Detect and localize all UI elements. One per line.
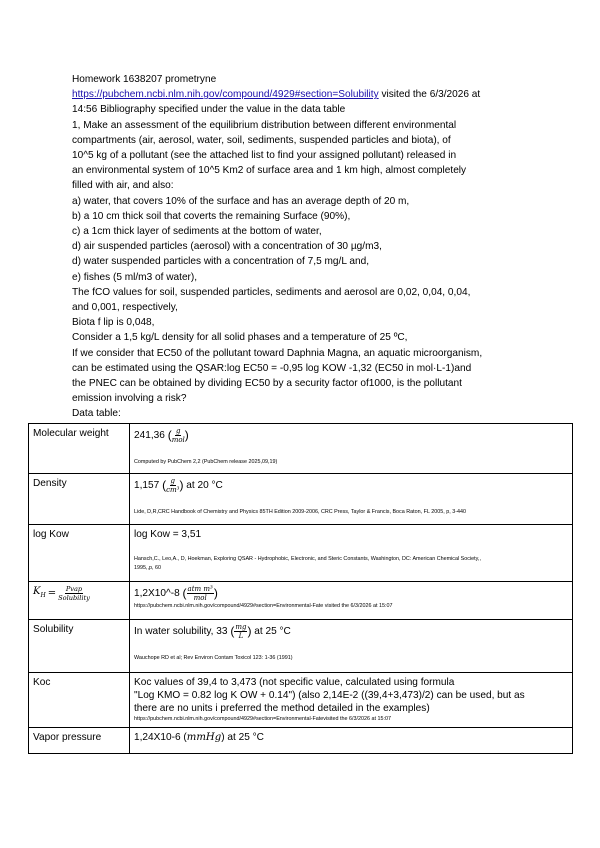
value-molecular-weight: 241,36 ( $\frac{g}{\text{mol}}$ ) Computed by PubChem 2,2 (PubChem release 2025,09,19) [130, 424, 573, 474]
value-koc [130, 673, 573, 728]
visited-note: visited the 6/3/2026 at [378, 89, 481, 101]
value-density: 1,157 ( $\frac{g}{\text{cm³}}$ ) at 20 °C Lide, D,R,CRC Handbook of Chemistry and Physics 85TH Edition 2009-2006, CRC Press, Taylor & Francis, Boca Raton, FL 2005, p, 3-440 [130, 474, 573, 525]
henry-reference: https://pubchem.ncbi.nlm.nih.gov/compound/4929#section=Environmental-Fate visited the 6/3/2026 at 15:07 [134, 603, 393, 609]
source-line [72, 87, 542, 102]
solubility-unit: $\frac{mg}{L}$ [235, 623, 247, 640]
log-kow-reference: Hansch,C., Leo,A., D, Hoekman, Exploring QSAR - Hydrophobic, Electronic, and Steric Constants, Washington, DC: American Chemical Society,, [134, 556, 481, 562]
text-line: a) water, that covers 10% of the surface and has an average depth of 20 m, [72, 195, 410, 207]
label-molecular-weight: Molecular weight [29, 424, 130, 474]
data-table-label: Data table: [72, 408, 121, 419]
pubchem-link[interactable]: https://pubchem.ncbi.nlm.nih.gov/compound/4929#section=Solubility [72, 89, 379, 101]
text-line: filled with air, and also: [72, 180, 174, 192]
density-value: 1,157 [134, 480, 160, 492]
assignment-text [72, 72, 542, 406]
label-koc: Koc [29, 673, 130, 728]
mw-unit: $\frac{g}{\text{mol}}$ [171, 427, 185, 444]
koc-text-line: Koc values of 39,4 to 3,473 (not specific value, calculated using formula [134, 677, 455, 688]
row-molecular-weight [29, 424, 573, 474]
text-line: c) a 1cm thick layer of sediments at the bottom of water, [72, 226, 322, 238]
text-line: an environmental system of 10^5 Km2 of surface area and 1 km high, almost completely [72, 165, 467, 177]
row-density [29, 474, 573, 525]
text-line: If we consider that EC50 of the pollutant toward Daphnia Magna, an aquatic microorganism, [72, 347, 483, 359]
henry-unit: $\frac{\text{atm m³}}{\text{mol}}$ [187, 585, 213, 602]
text-line: Biota f lip is 0,048, [72, 317, 155, 329]
text-line: can be estimated using the QSAR:log EC50 = -0,95 log KOW -1,32 (EC50 in mol·L-1)and [72, 362, 472, 374]
text-line: 14:56 Bibliography specified under the value in the data table [72, 104, 346, 116]
density-reference: Lide, D,R,CRC Handbook of Chemistry and Physics 85TH Edition 2009-2006, CRC Press, Taylor & Francis, Boca Raton, FL 2005, p, 3-440 [134, 509, 466, 515]
label-henry-constant [29, 582, 130, 620]
row-solubility [29, 620, 573, 673]
solubility-reference: Wauchope RD et al; Rev Environ Contam Toxicol 123: 1-36 (1991) [134, 655, 293, 661]
mw-reference: Computed by PubChem 2,2 (PubChem release 2025,09,19) [134, 459, 278, 465]
value-henry-constant: 1,2X10^-8 ( $\frac{\text{atm m³}}{\text{mol}}$ ) https://pubchem.ncbi.nlm.nih.gov/compound/4929#section=Environmental-Fate visited the 6/3/2026 at 15:07 [130, 582, 573, 620]
vapor-pressure-value: 1,24X10-6 [134, 732, 181, 743]
solubility-temp: at 25 °C [251, 626, 291, 638]
value-solubility: In water solubility, 33 ( $\frac{mg}{L}$ ) at 25 °C Wauchope RD et al; Rev Environ Contam Toxicol 123: 1-36 (1991) [130, 620, 573, 673]
henry-value: 1,2X10^-8 [134, 588, 180, 600]
label-log-kow: log Kow [29, 525, 130, 582]
solubility-value: In water solubility, 33 [134, 626, 228, 638]
koc-text-line: "Log KMO = 0.82 log K OW + 0.14") (also 2,14E-2 ((39,4+3,473)/2) can be used, but as [134, 690, 525, 701]
text-line: Consider a 1,5 kg/L density for all solid phases and a temperature of 25 ºC, [72, 332, 408, 344]
vapor-pressure-temp: at 25 °C [224, 732, 264, 743]
density-unit: $\frac{g}{\text{cm³}}$ [166, 477, 180, 494]
text-line: b) a 10 cm thick soil that coverts the remaining Surface (90%), [72, 210, 351, 222]
koc-text-line: there are no units i preferred the method detailed in the examples) [134, 703, 430, 714]
homework-title: Homework 1638207 prometryne [72, 74, 217, 85]
text-line: the PNEC can be obtained by dividing EC50 by a security factor of1000, is the pollutant [72, 378, 462, 390]
text-line: The fCO values for soil, suspended particles, sediments and aerosol are 0,02, 0,04, 0,04, [72, 286, 471, 298]
row-koc [29, 673, 573, 728]
vapor-pressure-unit: mmHg [186, 732, 222, 743]
label-solubility: Solubility [29, 620, 130, 673]
text-line: d) water suspended particles with a concentration of 7,5 mg/L and, [72, 256, 370, 268]
label-vapor-pressure: Vapor pressure [29, 728, 130, 754]
row-log-kow [29, 525, 573, 582]
density-temp: at 20 °C [183, 480, 223, 492]
text-line: 1, Make an assessment of the equilibrium distribution between different environmental [72, 119, 457, 131]
text-line: and 0,001, respectively, [72, 302, 178, 314]
text-line: e) fishes (5 ml/m3 of water), [72, 271, 198, 283]
log-kow-reference-cont: 1995,,p, 60 [134, 565, 161, 571]
value-log-kow [130, 525, 573, 582]
value-vapor-pressure: 1,24X10-6 (mmHg) at 25 °C [130, 728, 573, 754]
mw-value: 241,36 [134, 430, 165, 442]
text-line: emission involving a risk? [72, 393, 187, 405]
henry-formula: $K_H$ = $\frac{\text{Pvap}}{\text{Solubility}}$ [33, 585, 90, 602]
log-kow-value: log Kow = 3,51 [134, 529, 202, 540]
data-table [28, 423, 573, 754]
text-line: 10^5 kg of a pollutant (see the attached list to find your assigned pollutant) released in [72, 150, 457, 162]
row-henry-constant [29, 582, 573, 620]
text-line: compartments (air, aerosol, water, soil, sediments, suspended particles and biota), of [72, 134, 451, 146]
text-line: d) air suspended particles (aerosol) with a concentration of 30 µg/m3, [72, 241, 382, 253]
label-density: Density [29, 474, 130, 525]
row-vapor-pressure [29, 728, 573, 754]
koc-reference: https://pubchem.ncbi.nlm.nih.gov/compound/4929#section=Environmental-Fatevisited the 6/3/2026 at 15:07 [134, 716, 391, 722]
